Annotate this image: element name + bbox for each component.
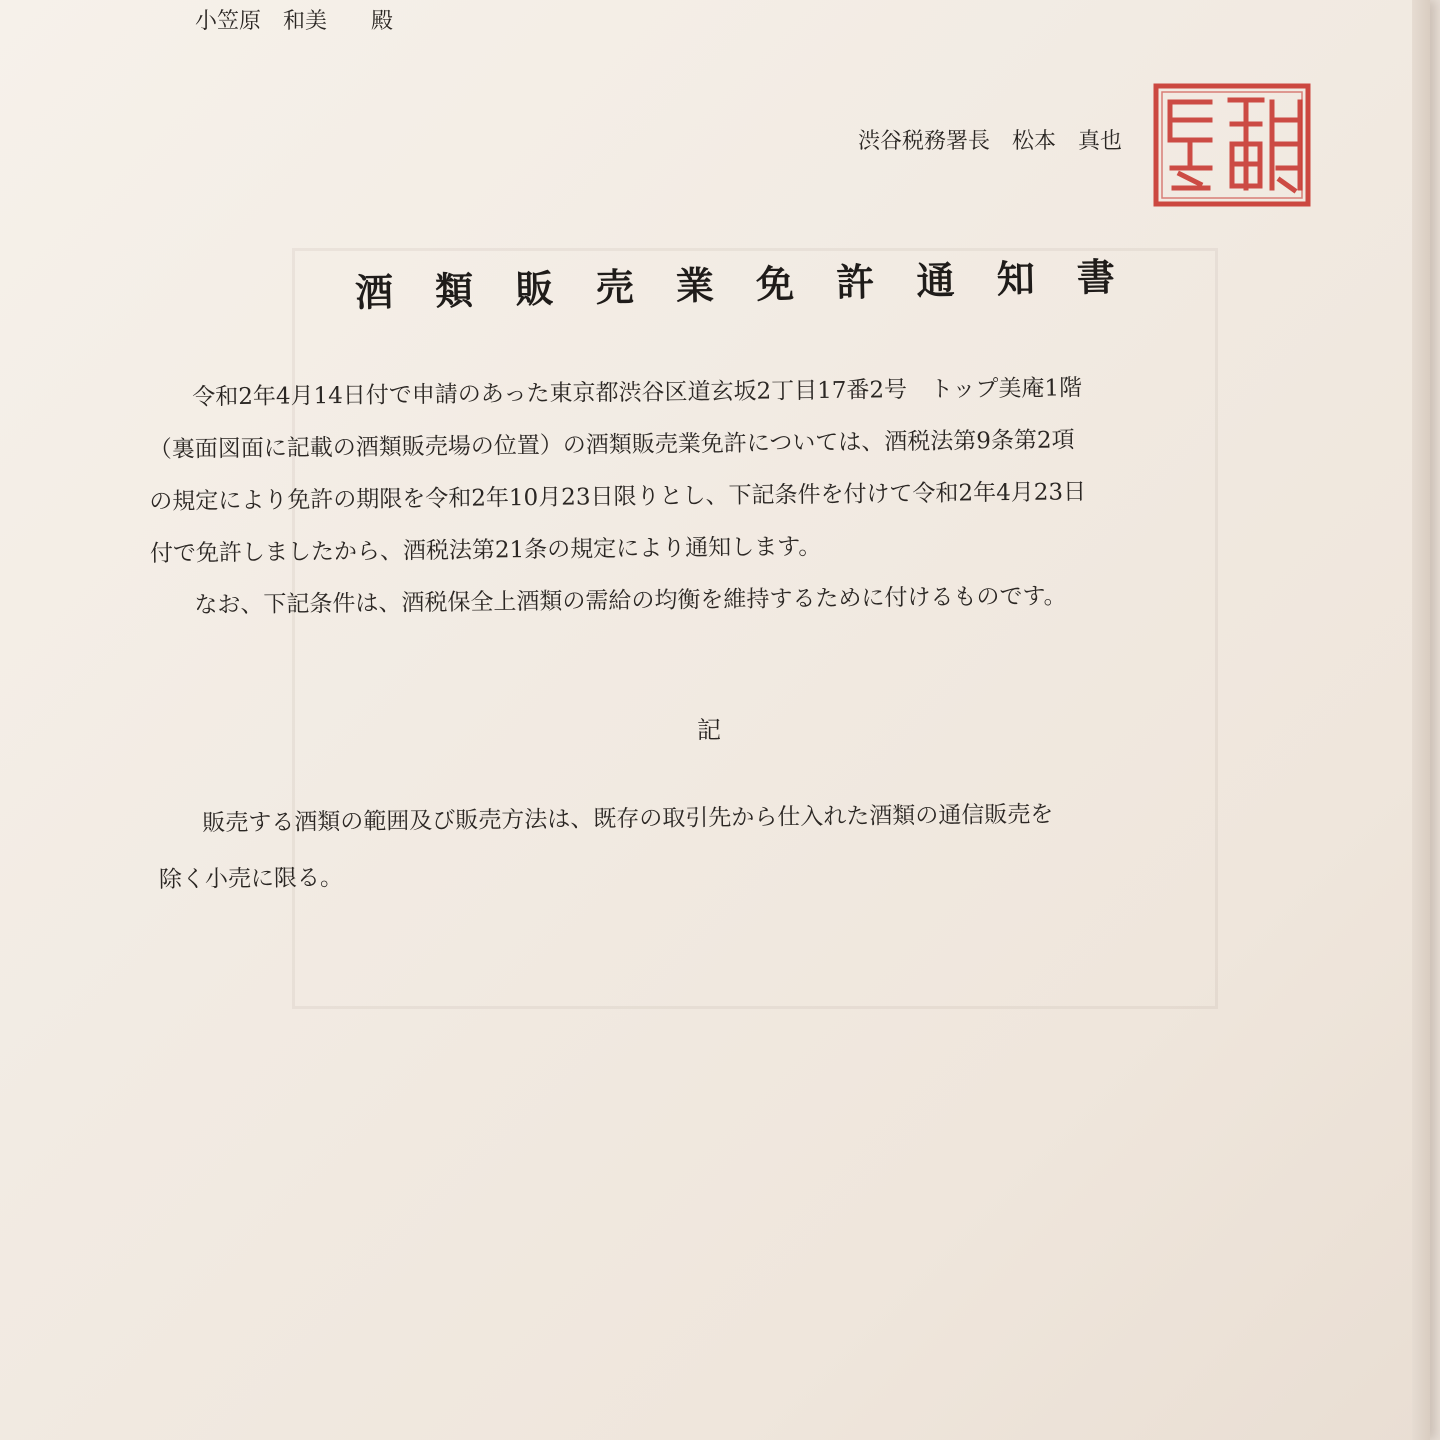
- title-char: 業: [675, 263, 715, 309]
- body-line: 付で免許しましたから、酒税法第21条の規定により通知します。: [149, 533, 822, 567]
- condition-line: 除く小売に限る。: [158, 865, 344, 893]
- notice-body: [148, 360, 1321, 632]
- license-condition: [158, 784, 1329, 908]
- title-char: 通: [916, 258, 955, 304]
- body-line: （裏面図面に記載の酒類販売場の位置）の酒類販売業免許については、酒税法第9条第2項: [148, 427, 1075, 463]
- ki-heading: 記: [697, 716, 721, 744]
- title-char: 販: [515, 266, 554, 312]
- title-char: 知: [996, 256, 1036, 302]
- condition-line: 販売する酒類の範囲及び販売方法は、既存の取引先から仕入れた酒類の通信販売を: [202, 801, 1054, 837]
- sender-name: 渋谷税務署長 松本 真也: [858, 129, 1123, 154]
- title-char: 売: [595, 265, 635, 310]
- title-char: 書: [1076, 255, 1116, 300]
- title-char: 酒: [354, 270, 394, 315]
- body-line: なお、下記条件は、酒税保全上酒類の需給の均衡を維持するために付けるものです。: [194, 583, 1067, 619]
- title-char: 許: [835, 260, 875, 305]
- addressee: 小笠原 和美 殿: [195, 9, 394, 34]
- paper-edge: [1412, 0, 1430, 1440]
- body-line: 令和2年4月14日付で申請のあった東京都渋谷区道玄坂2丁目17番2号 トップ美庵1階: [192, 375, 1083, 411]
- title-char: 免: [755, 261, 795, 307]
- title-char: 類: [434, 268, 474, 314]
- body-line: の規定により免許の期限を令和2年10月23日限りとし、下記条件を付けて令和2年4月23日: [149, 479, 1087, 515]
- official-seal: [1150, 80, 1314, 210]
